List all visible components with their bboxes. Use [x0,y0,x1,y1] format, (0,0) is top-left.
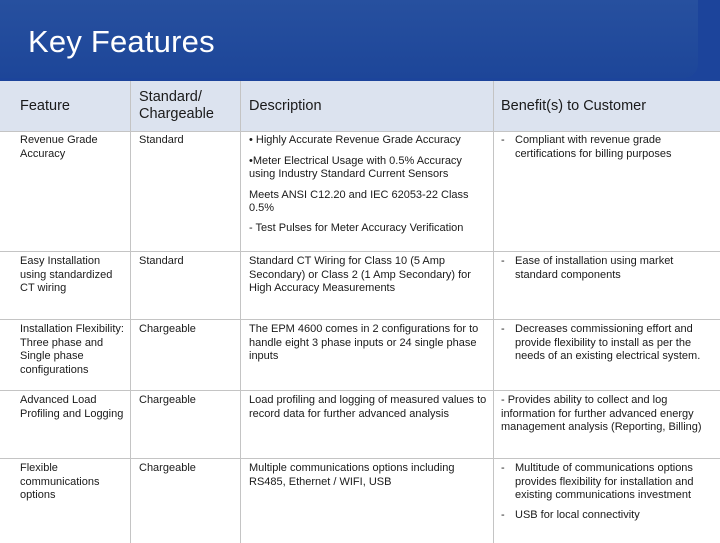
benefit-line: Multitude of communications options provides flexibility for installation and existing communications investment [515,462,694,501]
description-cell: Multiple communications options including RS485, Ethernet / WIFI, USB [249,462,455,488]
description-line: •Meter Electrical Usage with 0.5% Accuracy using Industry Standard Current Sensors [249,154,462,180]
table-row [0,320,720,391]
description-line: - Test Pulses for Meter Accuracy Verification [249,221,464,234]
dash-marker: - [501,508,505,521]
header-feature: Feature [20,97,70,114]
standard-cell: Chargeable [139,394,196,406]
benefit-line: Ease of installation using market standard components [515,255,674,281]
description-line: • Highly Accurate Revenue Grade Accuracy [249,134,461,146]
header-standard-chargeable: Standard/ Chargeable [139,89,214,122]
title-panel [0,0,698,78]
title-bar [0,0,720,81]
description-cell [249,134,489,235]
table-row [0,391,720,459]
benefit-cell: - Provides ability to collect and log information for further advanced energy management analysis (Reporting, Billing) [501,394,702,433]
header-description: Description [249,97,322,114]
benefit-line: USB for local connectivity [515,508,640,521]
standard-cell: Standard [139,255,184,267]
description-line: Meets ANSI C12.20 and IEC 62053-22 Class 0.5% [249,188,469,214]
description-line: Standard CT Wiring for Class 10 (5 Amp Secondary) or Class 2 (1 Amp Secondary) for [249,255,471,281]
benefit-cell [501,255,711,282]
benefit-line: Decreases commissioning effort and provide flexibility to install as per the needs of an existing electrical system. [515,323,701,362]
standard-cell: Chargeable [139,462,196,474]
dash-marker: - [501,134,505,146]
table-row [0,252,720,320]
dash-marker: - [501,323,505,335]
feature-cell: Easy Installation using standardized CT wiring [20,255,113,294]
benefit-cell [501,462,711,522]
feature-cell: Advanced Load Profiling and Logging [20,394,124,420]
benefit-cell [501,323,711,364]
table-header-row [0,81,720,132]
dash-marker: - [501,255,505,267]
description-cell: Load profiling and logging of measured values to record data for further advanced analysis [249,394,487,420]
description-cell [249,255,489,296]
feature-cell: Installation Flexibility: Three phase and Single phase configurations [20,323,124,376]
table-row [0,459,720,543]
feature-cell: Flexible communications options [20,462,100,501]
benefit-line: Compliant with revenue grade certifications for billing purposes [515,134,672,160]
header-benefit: Benefit(s) to Customer [501,97,647,114]
standard-cell: Chargeable [139,323,196,335]
slide-title: Key Features [28,24,215,59]
dash-marker: - [501,462,505,474]
description-line: High Accuracy Measurements [249,282,396,294]
description-cell: The EPM 4600 comes in 2 configurations for to handle eight 3 phase inputs or 24 single phase inputs [249,323,479,362]
feature-cell: Revenue Grade Accuracy [20,134,98,160]
standard-cell: Standard [139,134,184,146]
table-row [0,132,720,252]
benefit-cell [501,134,711,161]
features-table [0,81,720,543]
